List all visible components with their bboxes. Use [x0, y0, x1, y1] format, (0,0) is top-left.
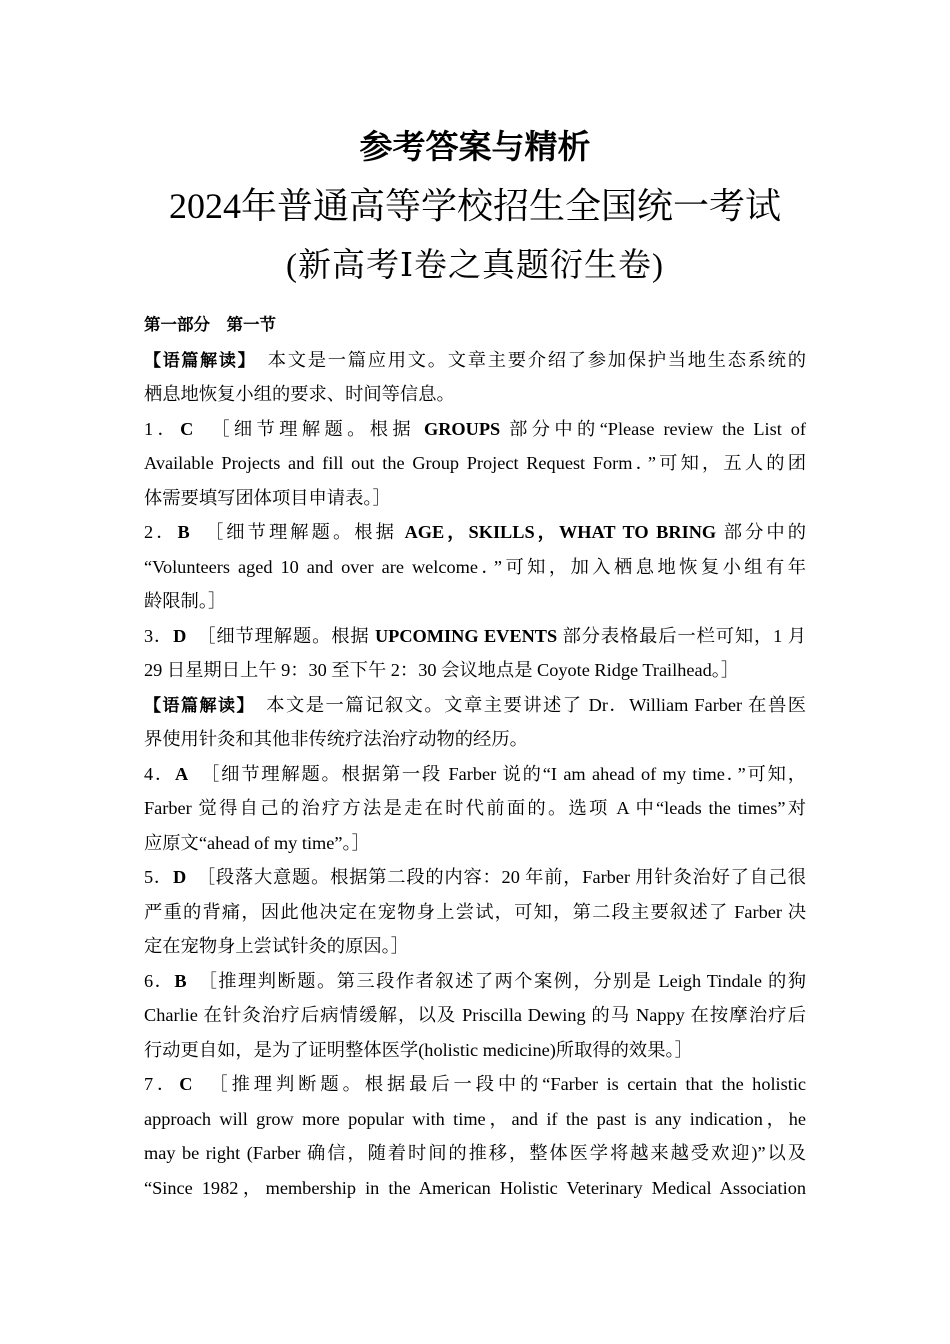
exam-subtitle: (新高考Ⅰ卷之真题衍生卷) [285, 248, 664, 284]
answer-text: Charlie 在针灸治疗后病情缓解，以及 Priscilla Dewing 的马 Nappy 在按摩治疗后 [144, 1005, 806, 1025]
answer-line [144, 860, 806, 895]
title-block [0, 122, 950, 292]
answer-number: 4． [144, 763, 176, 784]
answer-text: ［推理判断题。第三段作者叙述了两个案例，分别是 Leigh Tindale 的狗 [207, 970, 806, 991]
answer-text: “Volunteers aged 10 and over are welcome．”可知，加入栖息地恢复小组有年 [144, 556, 806, 577]
answer-text: 体需要填写团体项目申请表。］ [144, 487, 391, 508]
summary-text: 本文是一篇记叙文。文章主要讲述了 Dr．William Farber 在兽医 [246, 694, 806, 715]
answer-line [144, 481, 806, 516]
answer-line [144, 791, 806, 826]
answer-text: ［细节理解题。根据 [214, 522, 405, 542]
summary-line [144, 688, 806, 723]
answer-line [144, 964, 806, 999]
answer-text: 部分中的“Please review the List of [500, 418, 806, 439]
answer-item [144, 757, 806, 861]
answer-line [144, 929, 806, 964]
answer-number: 2． [144, 522, 178, 542]
answer-number: 6． [144, 970, 175, 991]
passage-tag: 【语篇解读】 [144, 350, 248, 371]
answer-line [144, 1136, 806, 1171]
page-title: 参考答案与精析 [359, 127, 591, 166]
answer-text: ［推理判断题。根据最后一段中的“Farber is certain that the holistic [218, 1074, 806, 1094]
summary-text: 界使用针灸和其他非传统疗法治疗动物的经历。 [144, 729, 528, 749]
answer-text: 部分中的 [716, 522, 806, 542]
answer-line [144, 619, 806, 654]
answer-item [144, 515, 806, 619]
answer-line [144, 998, 806, 1033]
passage-summary [144, 688, 806, 757]
answer-line [144, 412, 806, 447]
answer-key: D [173, 625, 187, 646]
answer-number: 7． [144, 1074, 180, 1094]
summary-line [144, 343, 806, 378]
answer-line [144, 446, 806, 481]
summary-text: 栖息地恢复小组的要求、时间等信息。 [144, 384, 455, 404]
answer-line [144, 584, 806, 619]
answer-line [144, 826, 806, 861]
answer-item [144, 964, 806, 1068]
answer-line [144, 653, 806, 688]
answer-number: 1． [144, 418, 181, 439]
section-heading: 第一部分 第一节 [144, 315, 276, 334]
summary-line [144, 377, 806, 412]
answer-line [144, 1171, 806, 1206]
answer-key: A [175, 763, 189, 784]
answer-item [144, 860, 806, 964]
answer-text: Available Projects and fill out the Group Project Request Form．”可知，五人的团 [144, 453, 806, 473]
answer-line [144, 515, 806, 550]
answer-text: 29 日星期日上午 9：30 至下午 2：30 会议地点是 Coyote Ridge Trailhead。］ [144, 660, 740, 680]
keyword: AGE，SKILLS，WHAT TO BRING [404, 522, 717, 542]
answer-text: 行动更自如，是为了证明整体医学(holistic medicine)所取得的效果。］ [144, 1039, 693, 1060]
answer-key: C [180, 418, 194, 439]
passage-summary [144, 343, 806, 412]
answer-text: 定在宠物身上尝试针灸的原因。］ [144, 936, 410, 956]
answer-text: “Since 1982，membership in the American Holistic Veterinary Medical Association [144, 1177, 806, 1198]
answer-line [144, 757, 806, 792]
answer-key: B [177, 522, 190, 542]
answer-text: ［细节理解题。根据 [220, 418, 424, 439]
answer-line [144, 1033, 806, 1068]
answer-text: 龄限制。］ [144, 591, 227, 611]
answer-key: B [174, 970, 187, 991]
answer-text: ［细节理解题。根据第一段 Farber 说的“I am ahead of my time．”可知， [210, 763, 806, 784]
answer-line [144, 550, 806, 585]
answer-text: ［细节理解题。根据 [206, 625, 375, 646]
answer-text: 部分表格最后一栏可知，1 月 [557, 625, 806, 646]
answer-line [144, 1067, 806, 1102]
answer-key: C [179, 1074, 193, 1094]
passage-tag: 【语篇解读】 [144, 695, 247, 716]
keyword: UPCOMING EVENTS [374, 625, 558, 646]
answer-item [144, 619, 806, 688]
summary-line [144, 722, 806, 757]
exam-title: 2024年普通高等学校招生全国统一考试 [168, 186, 781, 226]
answer-body [144, 308, 806, 1205]
answer-number: 3． [144, 625, 174, 646]
answer-text: Farber 觉得自己的治疗方法是走在时代前面的。选项 A 中“leads the times”对 [144, 798, 806, 818]
answer-text: approach will grow more popular with time，and if the past is any indication，he [144, 1108, 806, 1129]
answer-key: D [172, 867, 187, 887]
answer-text: 应原文“ahead of my time”。］ [144, 832, 370, 853]
answer-text: may be right (Farber 确信，随着时间的推移，整体医学将越来越受欢迎)”以及 [144, 1143, 806, 1163]
answer-item [144, 1067, 806, 1205]
answer-line [144, 895, 806, 930]
summary-text: 本文是一篇应用文。文章主要介绍了参加保护当地生态系统的 [247, 349, 806, 370]
answer-item [144, 412, 806, 516]
answer-line [144, 1102, 806, 1137]
answer-number: 5． [144, 867, 173, 887]
keyword: GROUPS [423, 418, 501, 439]
answer-text: 严重的背痛，因此他决定在宠物身上尝试，可知，第二段主要叙述了 Farber 决 [144, 901, 806, 922]
answer-text: ［段落大意题。根据第二段的内容：20 年前，Farber 用针灸治好了自己很 [205, 867, 806, 887]
